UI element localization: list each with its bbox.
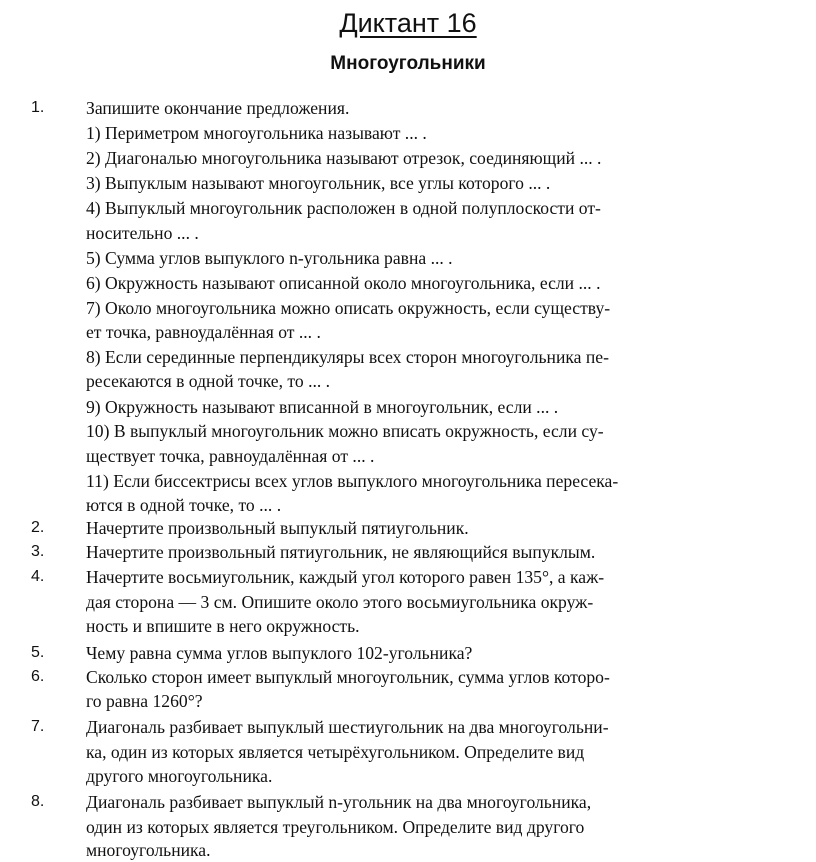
item-number: 6. (31, 668, 45, 685)
item-number: 1. (31, 99, 45, 116)
item-line: Сколько сторон имеет выпуклый многоугольник, сумма углов которо- (86, 667, 610, 687)
item-line: 6) Окружность называют описанной около многоугольника, если ... . (86, 273, 601, 293)
item-line: ресекаются в одной точке, то ... . (86, 371, 331, 391)
item-line: Диагональ разбивает выпуклый n-угольник на два многоугольника, (86, 792, 592, 812)
item-line: го равна 1260°? (86, 691, 203, 711)
item-line: 8) Если серединные перпендикуляры всех сторон многоугольника пе- (86, 347, 609, 367)
item-line: дая сторона — 3 см. Опишите около этого восьмиугольника окруж- (86, 592, 594, 612)
page-subtitle: Многоугольники (330, 53, 486, 74)
item-line: 10) В выпуклый многоугольник можно вписать окружность, если су- (86, 421, 604, 441)
item-number: 2. (31, 519, 45, 536)
item-line: Начертите восьмиугольник, каждый угол которого равен 135°, а каж- (86, 567, 605, 587)
page-title: Диктант 16 (339, 8, 477, 38)
item-line: 9) Окружность называют вписанной в многоугольник, если ... . (86, 397, 559, 417)
item-line: 5) Сумма углов выпуклого n-угольника равна ... . (86, 248, 453, 268)
item-number: 5. (31, 644, 45, 661)
item-line: 4) Выпуклый многоугольник расположен в одной полуплоскости от- (86, 198, 601, 218)
item-line: 2) Диагональю многоугольника называют отрезок, соединяющий ... . (86, 148, 602, 168)
item-line: носительно ... . (86, 223, 199, 243)
item-number: 4. (31, 568, 45, 585)
item-line: 1) Периметром многоугольника называют ... . (86, 123, 427, 143)
item-line: один из которых является треугольником. Определите вид другого (86, 817, 585, 837)
item-line: многоугольника. (86, 840, 211, 860)
item-line: Начертите произвольный пятиугольник, не являющийся выпуклым. (86, 542, 596, 562)
item-line: другого многоугольника. (86, 766, 273, 786)
item-line: Начертите произвольный выпуклый пятиугольник. (86, 518, 469, 538)
item-line: 3) Выпуклым называют многоугольник, все углы которого ... . (86, 173, 551, 193)
item-line: Запишите окончание предложения. (86, 98, 350, 118)
item-line: ются в одной точке, то ... . (86, 495, 282, 515)
item-number: 7. (31, 718, 45, 735)
item-line: Чему равна сумма углов выпуклого 102-угольника? (86, 643, 473, 663)
item-line: ность и впишите в него окружность. (86, 616, 360, 636)
item-number: 3. (31, 543, 45, 560)
item-line: ка, один из которых является четырёхугольником. Определите вид (86, 742, 585, 762)
item-line: 7) Около многоугольника можно описать окружность, если существу- (86, 298, 611, 318)
item-number: 8. (31, 793, 45, 810)
item-line: 11) Если биссектрисы всех углов выпуклого многоугольника пересека- (86, 471, 619, 491)
item-line: ществует точка, равноудалённая от ... . (86, 446, 375, 466)
item-line: Диагональ разбивает выпуклый шестиугольник на два многоугольни- (86, 717, 609, 737)
item-line: ет точка, равноудалённая от ... . (86, 322, 321, 342)
